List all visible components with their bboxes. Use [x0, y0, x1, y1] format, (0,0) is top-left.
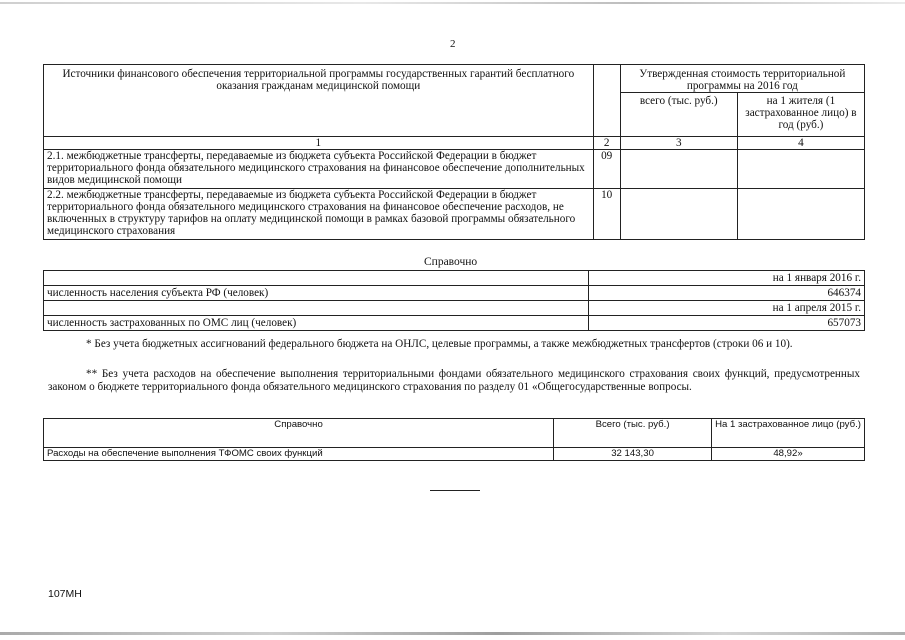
page-number: 2: [450, 38, 456, 50]
row-total: [620, 150, 737, 189]
table-row: [44, 448, 865, 461]
row-label: 2.1. межбюджетные трансферты, передаваемые из бюджета субъекта Российской Федерации в бюджет территориального фонда обязательного медицинского страхования на финансовое обеспечение дополнительных видов медицинской помощи: [44, 150, 594, 189]
population-label: численность населения субъекта РФ (человек): [44, 286, 589, 301]
insured-value: 657073: [589, 316, 865, 331]
header-sources: Источники финансового обеспечения территориальной программы государственных гарантий бесплатного оказания гражданам медицинской помощи: [44, 65, 594, 137]
scan-edge-top: [0, 2, 905, 4]
expenses-header-total: Всего (тыс. руб.): [554, 419, 712, 448]
header-approved-cost: Утвержденная стоимость территориальной программы на 2016 год: [620, 65, 864, 93]
reference-empty-cell: [44, 301, 589, 316]
reference-expenses-table: [43, 418, 865, 461]
table-row: [44, 189, 865, 240]
col-number-3: 3: [620, 137, 737, 150]
col-number-1: 1: [44, 137, 594, 150]
expenses-row-per-person: 48,92»: [712, 448, 865, 461]
expenses-row-total: 32 143,30: [554, 448, 712, 461]
col-number-2: 2: [593, 137, 620, 150]
footer-code: 107МН: [48, 588, 82, 600]
row-total: [620, 189, 737, 240]
header-total: всего (тыс. руб.): [620, 93, 737, 137]
header-per-person: на 1 жителя (1 застрахованное лицо) в год (руб.): [737, 93, 864, 137]
row-code: 10: [593, 189, 620, 240]
col-number-4: 4: [737, 137, 864, 150]
insured-label: численность застрахованных по ОМС лиц (человек): [44, 316, 589, 331]
expenses-header-label: Справочно: [44, 419, 554, 448]
row-code: 09: [593, 150, 620, 189]
reference-empty-cell: [44, 271, 589, 286]
footnote-1: * Без учета бюджетных ассигнований федерального бюджета на ОНЛС, целевые программы, а также межбюджетных трансфертов (строки 06 и 10).: [86, 338, 793, 350]
row-label: 2.2. межбюджетные трансферты, передаваемые из бюджета субъекта Российской Федерации в бюджет территориального фонда обязательного медицинского страхования на финансовое обеспечение расходов, не включенных в структуру тарифов на оплату медицинской помощи в рамках базовой программы обязательного медицинского страхования: [44, 189, 594, 240]
expenses-row-label: Расходы на обеспечение выполнения ТФОМС своих функций: [44, 448, 554, 461]
population-value: 646374: [589, 286, 865, 301]
row-per-person: [737, 150, 864, 189]
header-line-code: [593, 65, 620, 137]
scan-edge-bottom: [0, 632, 905, 635]
financing-sources-table: [43, 64, 865, 240]
reference-title: Справочно: [424, 256, 478, 268]
table-row: [44, 150, 865, 189]
expenses-header-per-person: На 1 застрахованное лицо (руб.): [712, 419, 865, 448]
footnote-2: ** Без учета расходов на обеспечение выполнения территориальными фондами обязательного медицинского страхования своих функций, предусмотренных законом о бюджете территориального фонда обязательного медицинского страхования по разделу 01 «Общегосударственные вопросы.: [48, 368, 860, 393]
reference-date-2: на 1 апреля 2015 г.: [589, 301, 865, 316]
reference-table: [43, 270, 865, 331]
separator-line: [430, 490, 480, 491]
reference-date-1: на 1 января 2016 г.: [589, 271, 865, 286]
row-per-person: [737, 189, 864, 240]
